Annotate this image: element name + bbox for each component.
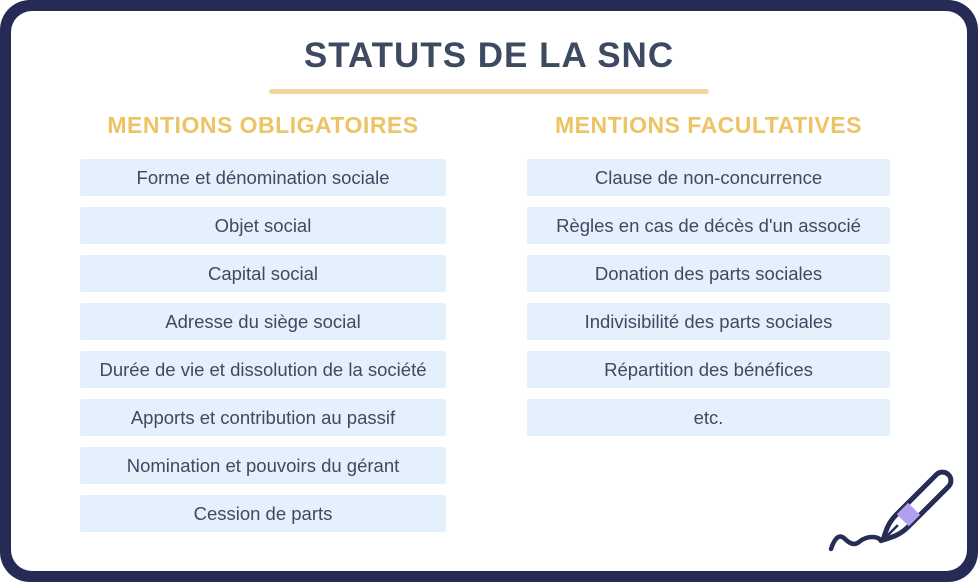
fountain-pen-icon [811,454,961,562]
list-item: Répartition des bénéfices [527,351,890,388]
pen-body [877,469,954,546]
page-title: STATUTS DE LA SNC [303,36,675,75]
list-item: Apports et contribution au passif [80,399,446,436]
infographic-card [11,11,967,571]
column-mentions-obligatoires [80,110,446,543]
list-item: Clause de non-concurrence [527,159,890,196]
column-heading-facultatives: MENTIONS FACULTATIVES [555,112,862,138]
title-underline [269,89,709,94]
list-item: etc. [527,399,890,436]
obligatoires-list [80,159,446,532]
list-item: Règles en cas de décès d'un associé [527,207,890,244]
list-item: Durée de vie et dissolution de la société [80,351,446,388]
list-item: Capital social [80,255,446,292]
list-item: Donation des parts sociales [527,255,890,292]
squiggle-line [831,537,881,549]
column-heading-obligatoires: MENTIONS OBLIGATOIRES [107,112,419,138]
facultatives-list [527,159,890,436]
list-item: Nomination et pouvoirs du gérant [80,447,446,484]
list-item: Objet social [80,207,446,244]
column-mentions-facultatives [527,110,890,447]
list-item: Indivisibilité des parts sociales [527,303,890,340]
list-item: Adresse du siège social [80,303,446,340]
list-item: Forme et dénomination sociale [80,159,446,196]
list-item: Cession de parts [80,495,446,532]
